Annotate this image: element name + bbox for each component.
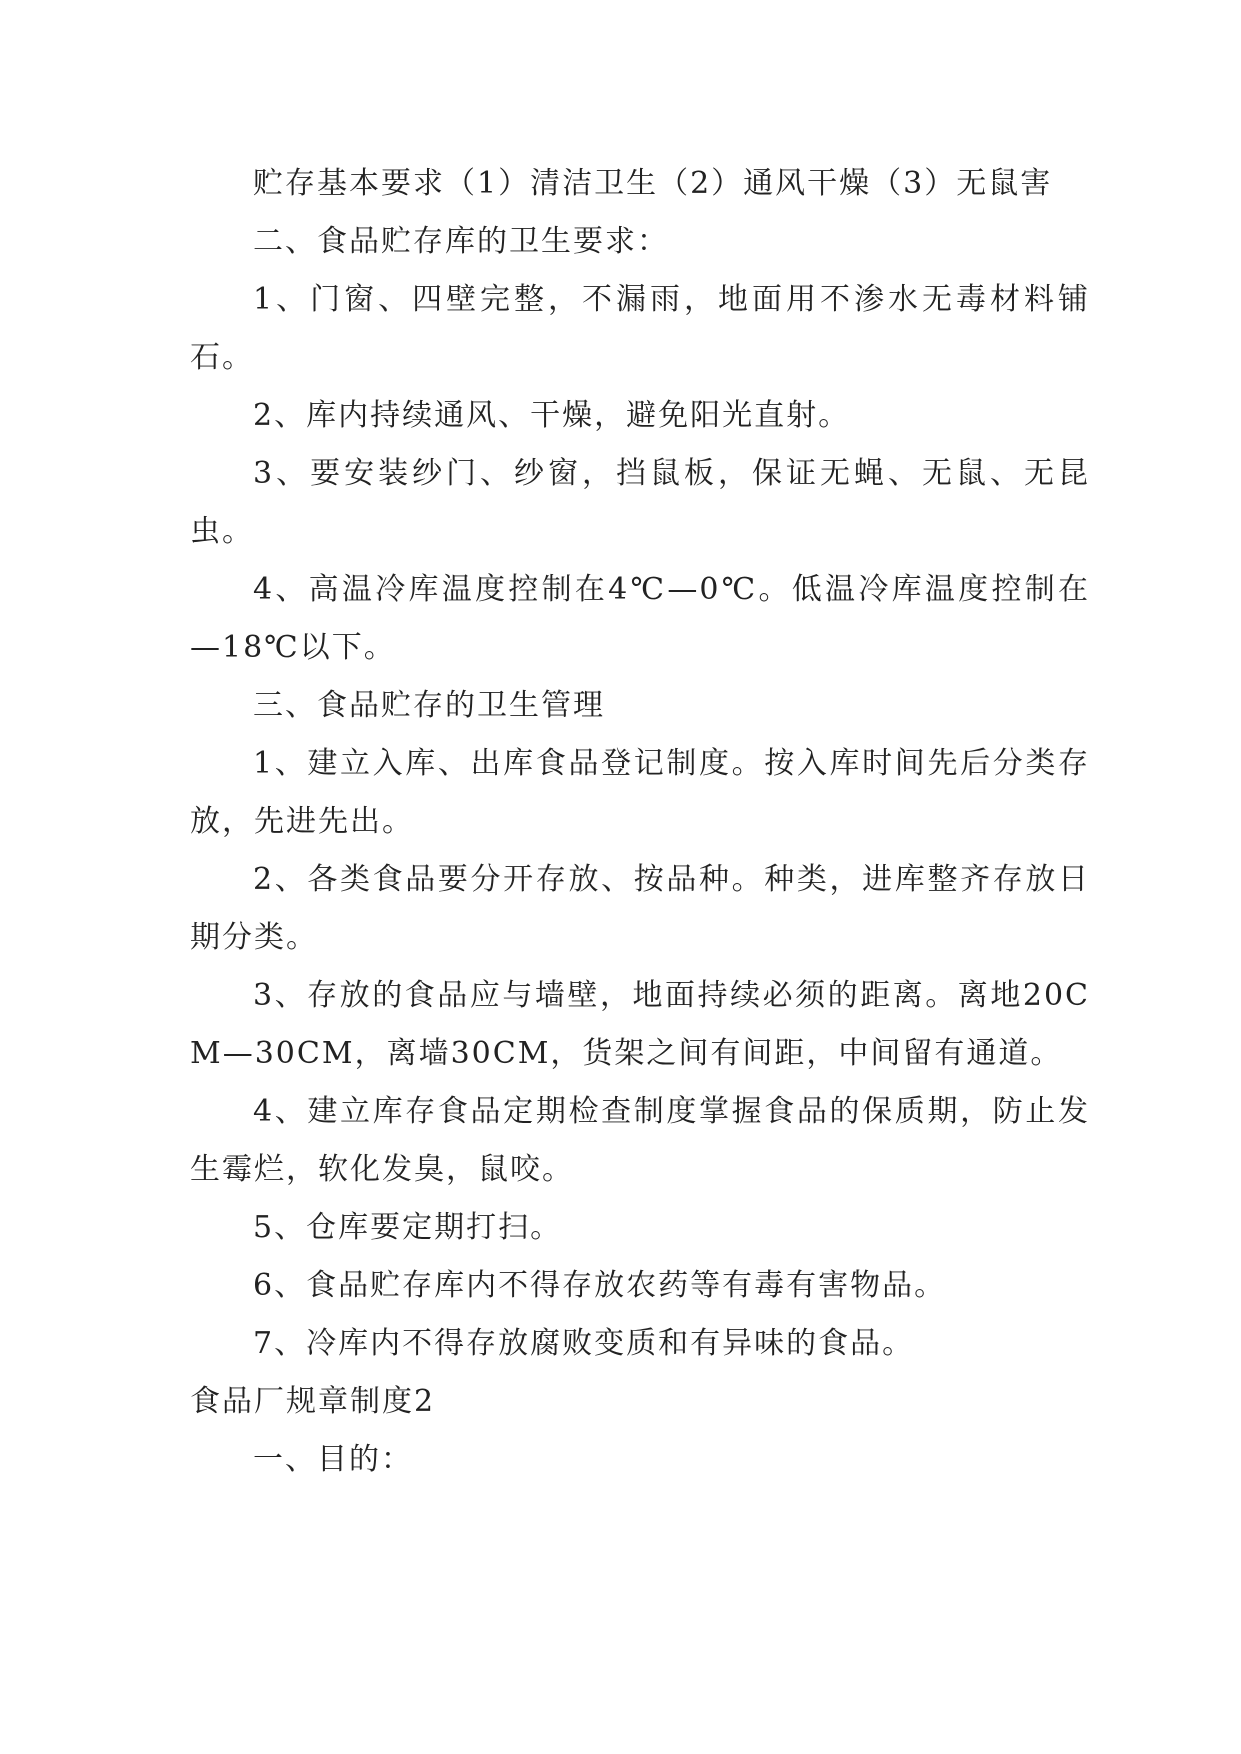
document-body: [190, 155, 1090, 1489]
paragraph-item-4: 4、高温冷库温度控制在4℃—0℃。低温冷库温度控制在—18℃以下。: [190, 572, 1090, 665]
paragraph-management-3: 3、存放的食品应与墙壁，地面持续必须的距离。离地20CM—30CM，离墙30CM，货架之间有间距，中间留有通道。: [190, 978, 1090, 1071]
paragraph-management-6: 6、食品贮存库内不得存放农药等有毒有害物品。: [253, 1268, 947, 1303]
paragraph-item-3: 3、要安装纱门、纱窗，挡鼠板，保证无蝇、无鼠、无昆虫。: [190, 456, 1090, 549]
paragraph-management-7: 7、冷库内不得存放腐败变质和有异味的食品。: [253, 1326, 915, 1361]
document-section-title: 食品厂规章制度2: [190, 1384, 436, 1419]
heading-section-two: 二、食品贮存库的卫生要求：: [253, 224, 669, 259]
paragraph-management-5: 5、仓库要定期打扫。: [253, 1210, 563, 1245]
paragraph-management-4: 4、建立库存食品定期检查制度掌握食品的保质期，防止发生霉烂，软化发臭，鼠咬。: [190, 1094, 1090, 1187]
paragraph-item-1: 1、门窗、四壁完整，不漏雨，地面用不渗水无毒材料铺石。: [190, 282, 1090, 375]
paragraph-management-2: 2、各类食品要分开存放、按品种。种类，进库整齐存放日期分类。: [190, 862, 1090, 955]
paragraph-management-1: 1、建立入库、出库食品登记制度。按入库时间先后分类存放，先进先出。: [190, 746, 1090, 839]
paragraph-storage-requirements: 贮存基本要求（1）清洁卫生（2）通风干燥（3）无鼠害: [253, 166, 1053, 201]
heading-section-three: 三、食品贮存的卫生管理: [253, 688, 605, 723]
heading-purpose: 一、目的：: [253, 1442, 413, 1477]
paragraph-item-2: 2、库内持续通风、干燥，避免阳光直射。: [253, 398, 851, 433]
